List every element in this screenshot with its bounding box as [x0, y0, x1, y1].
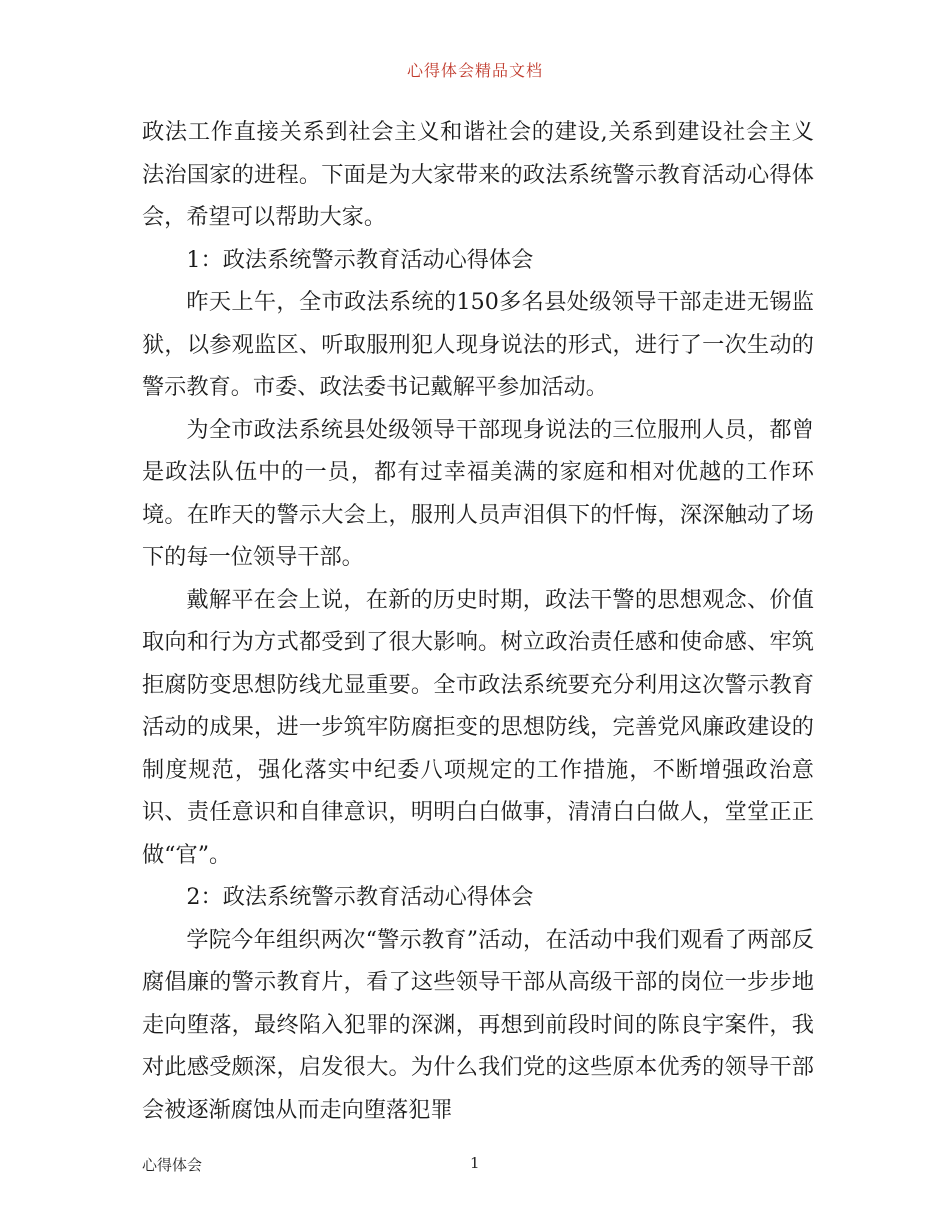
body-paragraph: 为全市政法系统县处级领导干部现身说法的三位服刑人员，都曾是政法队伍中的一员，都有过幸福美满的家庭和相对优越的工作环境。在昨天的警示大会上，服刑人员声泪俱下的忏悔，深深触动了场下的每一位领导干部。: [142, 416, 814, 570]
document-body: [142, 111, 814, 1131]
body-paragraph: 学院今年组织两次“警示教育”活动，在活动中我们观看了两部反腐倡廉的警示教育片，看了这些领导干部从高级干部的岗位一步步地走向堕落，最终陷入犯罪的深渊，再想到前段时间的陈良宇案件，我对此感受颇深，启发很大。为什么我们党的这些原本优秀的领导干部会被逐渐腐蚀从而走向堕落犯罪: [142, 926, 814, 1123]
page-number: 1: [470, 1154, 480, 1172]
intro-paragraph: 政法工作直接关系到社会主义和谐社会的建设,关系到建设社会主义法治国家的进程。下面是为大家带来的政法系统警示教育活动心得体会，希望可以帮助大家。: [142, 119, 814, 230]
body-paragraph: 戴解平在会上说，在新的历史时期，政法干警的思想观念、价值取向和行为方式都受到了很大影响。树立政治责任感和使命感、牢筑拒腐防变思想防线尤显重要。全市政法系统要充分利用这次警示教育活动的成果，进一步筑牢防腐拒变的思想防线，完善党风廉政建设的制度规范，强化落实中纪委八项规定的工作措施，不断增强政治意识、责任意识和自律意识，明明白白做事，清清白白做人，堂堂正正做“官”。: [142, 586, 814, 868]
section-heading-1: 1：政法系统警示教育活动心得体会: [186, 246, 534, 273]
section-heading-2: 2：政法系统警示教育活动心得体会: [186, 884, 534, 910]
page-header-title: 心得体会精品文档: [406, 61, 543, 80]
footer-label: 心得体会: [142, 1156, 203, 1174]
body-paragraph: 昨天上午，全市政法系统的150多名县处级领导干部走进无锡监狱，以参观监区、听取服刑犯人现身说法的形式，进行了一次生动的警示教育。市委、政法委书记戴解平参加活动。: [142, 289, 814, 400]
